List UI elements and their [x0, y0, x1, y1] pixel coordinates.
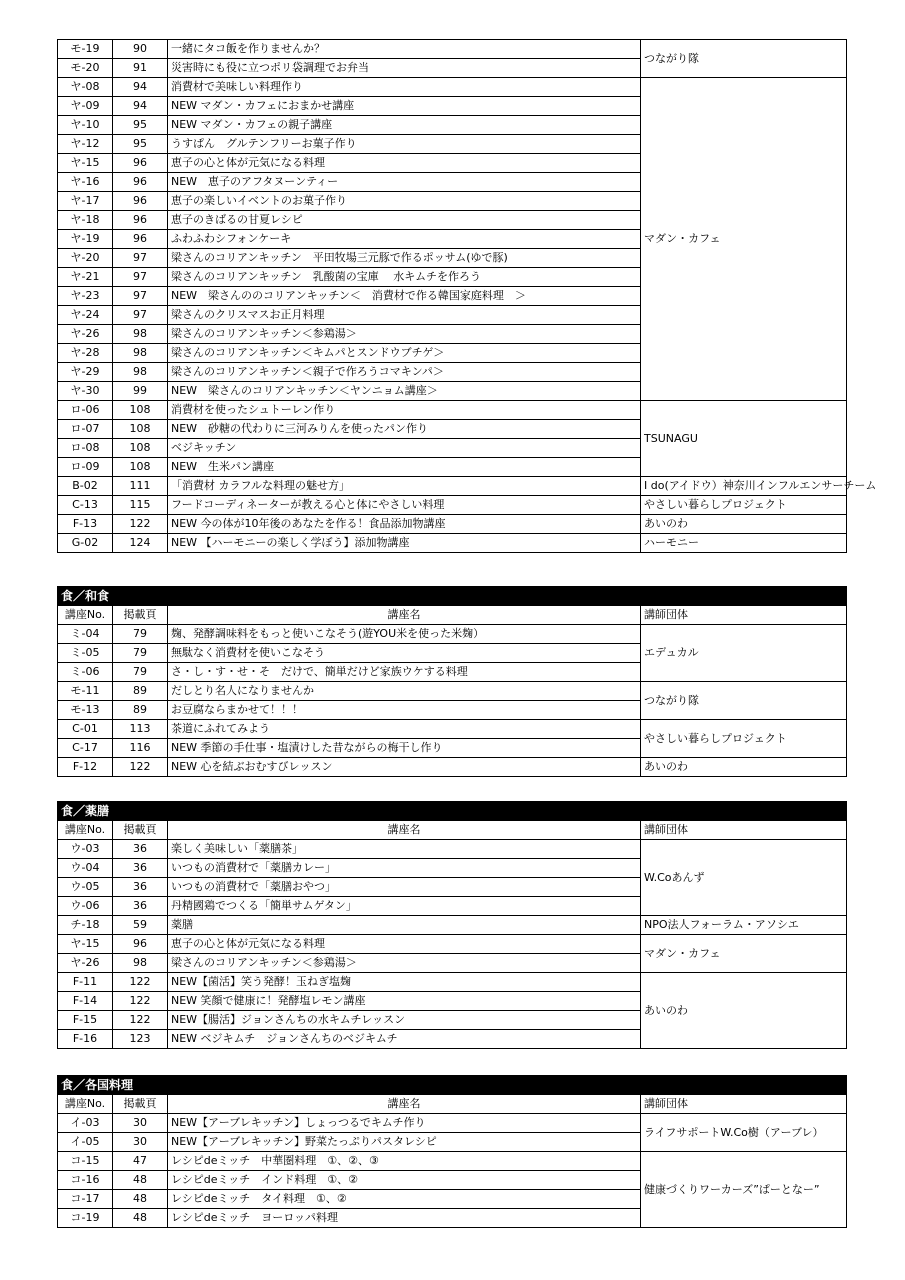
course-page: 115	[113, 496, 168, 515]
course-no: チ-18	[58, 916, 113, 935]
course-page: 96	[113, 211, 168, 230]
section-title-row	[58, 1076, 847, 1095]
course-name: いつもの消費材で「薬膳おやつ」	[168, 878, 641, 897]
course-name: NEW 生米パン講座	[168, 458, 641, 477]
course-no: ヤ-15	[58, 935, 113, 954]
course-no: ミ-05	[58, 644, 113, 663]
course-no: C-13	[58, 496, 113, 515]
course-page: 30	[113, 1114, 168, 1133]
course-page: 79	[113, 625, 168, 644]
course-name: さ・し・す・せ・そ だけで、簡単だけど家族ウケする料理	[168, 663, 641, 682]
course-name: 梁さんのコリアンキッチン＜キムパとスンドウブチゲ＞	[168, 344, 641, 363]
header-no: 講座No.	[58, 1095, 113, 1114]
course-name: いつもの消費材で「薬膳カレー」	[168, 859, 641, 878]
course-page: 98	[113, 325, 168, 344]
course-no: F-11	[58, 973, 113, 992]
course-name: 恵子の楽しいイベントのお菓子作り	[168, 192, 641, 211]
course-no: C-01	[58, 720, 113, 739]
course-page: 122	[113, 515, 168, 534]
course-no: コ-16	[58, 1171, 113, 1190]
course-page: 48	[113, 1209, 168, 1228]
course-name: NEW マダン・カフェの親子講座	[168, 116, 641, 135]
course-name: レシピdeミッチ タイ料理 ①、②	[168, 1190, 641, 1209]
course-page: 90	[113, 40, 168, 59]
course-name: 丹精國鶏でつくる「簡単サムゲタン」	[168, 897, 641, 916]
course-table-top	[57, 39, 877, 553]
course-no: ヤ-26	[58, 954, 113, 973]
course-page: 108	[113, 439, 168, 458]
header-page: 掲載頁	[113, 606, 168, 625]
table-row	[58, 935, 847, 954]
course-name: NEW【アーブレキッチン】野菜たっぷりパスタレシピ	[168, 1133, 641, 1152]
course-page: 108	[113, 401, 168, 420]
course-page: 95	[113, 135, 168, 154]
course-page: 96	[113, 154, 168, 173]
course-name: 梁さんのコリアンキッチン＜参鶏湯＞	[168, 325, 641, 344]
table-row	[58, 477, 847, 496]
course-table-washoku	[57, 586, 847, 777]
header-name: 講座名	[168, 1095, 641, 1114]
course-no: ロ-07	[58, 420, 113, 439]
header-row	[58, 1095, 847, 1114]
course-name: 災害時にも役に立つポリ袋調理でお弁当	[168, 59, 641, 78]
header-group: 講師団体	[641, 821, 847, 840]
course-no: コ-19	[58, 1209, 113, 1228]
table-row	[58, 973, 847, 992]
course-page: 122	[113, 758, 168, 777]
course-no: F-12	[58, 758, 113, 777]
course-name: NEW【アーブレキッチン】しょっつるでキムチ作り	[168, 1114, 641, 1133]
instructor-group: ライフサポートW.Co樹（アーブレ）	[641, 1114, 847, 1152]
instructor-group: マダン・カフェ	[641, 935, 847, 973]
course-name: だしとり名人になりませんか	[168, 682, 641, 701]
course-page: 36	[113, 840, 168, 859]
course-name: NEW 笑顔で健康に！発酵塩レモン講座	[168, 992, 641, 1011]
course-name: レシピdeミッチ インド料理 ①、②	[168, 1171, 641, 1190]
course-name: 梁さんのクリスマスお正月料理	[168, 306, 641, 325]
table-row	[58, 758, 847, 777]
table-row	[58, 496, 847, 515]
course-page: 89	[113, 682, 168, 701]
course-name: NEW 季節の手仕事・塩漬けした昔ながらの梅干し作り	[168, 739, 641, 758]
course-no: ヤ-12	[58, 135, 113, 154]
section-title-row	[58, 802, 847, 821]
course-no: ヤ-17	[58, 192, 113, 211]
course-name: NEW 【ハーモニーの楽しく学ぼう】添加物講座	[168, 534, 641, 553]
course-no: ヤ-15	[58, 154, 113, 173]
course-no: F-14	[58, 992, 113, 1011]
course-page: 94	[113, 78, 168, 97]
course-name: NEW 梁さんのコリアンキッチン＜ヤンニョム講座＞	[168, 382, 641, 401]
course-name: ベジキッチン	[168, 439, 641, 458]
course-page: 116	[113, 739, 168, 758]
course-page: 113	[113, 720, 168, 739]
course-no: モ-20	[58, 59, 113, 78]
course-page: 48	[113, 1171, 168, 1190]
table-row	[58, 840, 847, 859]
course-no: C-17	[58, 739, 113, 758]
course-name: 梁さんのコリアンキッチン 乳酸菌の宝庫 水キムチを作ろう	[168, 268, 641, 287]
course-name: 薬膳	[168, 916, 641, 935]
course-name: 梁さんのコリアンキッチン 平田牧場三元豚で作るポッサム(ゆで豚)	[168, 249, 641, 268]
course-name: フードコーディネーターが教える心と体にやさしい料理	[168, 496, 641, 515]
table-row	[58, 401, 847, 420]
instructor-group: やさしい暮らしプロジェクト	[641, 720, 847, 758]
header-no: 講座No.	[58, 821, 113, 840]
header-row	[58, 606, 847, 625]
instructor-group: やさしい暮らしプロジェクト	[641, 496, 847, 515]
course-name: NEW【菌活】笑う発酵！玉ねぎ塩麹	[168, 973, 641, 992]
course-page: 47	[113, 1152, 168, 1171]
course-page: 108	[113, 420, 168, 439]
instructor-group: つながり隊	[641, 682, 847, 720]
instructor-group: つながり隊	[641, 40, 847, 78]
course-name: レシピdeミッチ 中華圏料理 ①、②、③	[168, 1152, 641, 1171]
course-page: 94	[113, 97, 168, 116]
course-page: 108	[113, 458, 168, 477]
course-name: NEW マダン・カフェにおまかせ講座	[168, 97, 641, 116]
course-no: モ-19	[58, 40, 113, 59]
course-name: 恵子のきばるの甘夏レシピ	[168, 211, 641, 230]
course-page: 124	[113, 534, 168, 553]
course-name: 麹、発酵調味料をもっと使いこなそう(遊YOU米を使った米麹）	[168, 625, 641, 644]
course-no: ウ-03	[58, 840, 113, 859]
course-no: F-15	[58, 1011, 113, 1030]
course-name: 恵子の心と体が元気になる料理	[168, 935, 641, 954]
course-page: 59	[113, 916, 168, 935]
course-no: ウ-04	[58, 859, 113, 878]
course-page: 79	[113, 644, 168, 663]
course-name: 無駄なく消費材を使いこなそう	[168, 644, 641, 663]
course-table-yakuzen	[57, 801, 847, 1049]
section-title: 食／和食	[58, 587, 847, 606]
header-name: 講座名	[168, 606, 641, 625]
course-no: ヤ-19	[58, 230, 113, 249]
course-no: F-13	[58, 515, 113, 534]
course-no: ヤ-24	[58, 306, 113, 325]
course-name: レシピdeミッチ ヨーロッパ料理	[168, 1209, 641, 1228]
header-page: 掲載頁	[113, 1095, 168, 1114]
course-no: ヤ-21	[58, 268, 113, 287]
course-page: 111	[113, 477, 168, 496]
course-name: 消費材で美味しい料理作り	[168, 78, 641, 97]
table-row	[58, 625, 847, 644]
course-name: NEW ベジキムチ ジョンさんちのベジキムチ	[168, 1030, 641, 1049]
course-no: ヤ-10	[58, 116, 113, 135]
course-page: 98	[113, 954, 168, 973]
course-name: 一緒にタコ飯を作りませんか？	[168, 40, 641, 59]
course-name: 消費材を使ったシュトーレン作り	[168, 401, 641, 420]
course-no: モ-11	[58, 682, 113, 701]
instructor-group: マダン・カフェ	[641, 78, 847, 401]
course-no: イ-03	[58, 1114, 113, 1133]
course-name: 梁さんのコリアンキッチン＜参鶏湯＞	[168, 954, 641, 973]
course-no: ヤ-30	[58, 382, 113, 401]
course-page: 96	[113, 192, 168, 211]
instructor-group: あいのわ	[641, 973, 847, 1049]
course-page: 123	[113, 1030, 168, 1049]
header-group: 講師団体	[641, 1095, 847, 1114]
course-no: イ-05	[58, 1133, 113, 1152]
course-name: NEW 心を結ぶおむすびレッスン	[168, 758, 641, 777]
instructor-group: I do(アイドウ）神奈川インフルエンサーチーム	[641, 477, 847, 496]
instructor-group: あいのわ	[641, 515, 847, 534]
course-name: NEW 恵子のアフタヌーンティー	[168, 173, 641, 192]
course-no: ウ-05	[58, 878, 113, 897]
course-name: 茶道にふれてみよう	[168, 720, 641, 739]
table-row	[58, 40, 847, 59]
course-page: 97	[113, 287, 168, 306]
header-no: 講座No.	[58, 606, 113, 625]
course-name: ふわふわシフォンケーキ	[168, 230, 641, 249]
table-row	[58, 1114, 847, 1133]
course-name: NEW 今の体が10年後のあなたを作る！食品添加物講座	[168, 515, 641, 534]
instructor-group: 健康づくりワーカーズ”ぱーとなー”	[641, 1152, 847, 1228]
course-no: ウ-06	[58, 897, 113, 916]
course-no: コ-17	[58, 1190, 113, 1209]
instructor-group: W.Coあんず	[641, 840, 847, 916]
section-title-row	[58, 587, 847, 606]
course-no: ロ-06	[58, 401, 113, 420]
course-no: ミ-04	[58, 625, 113, 644]
course-name: うすぱん グルテンフリーお菓子作り	[168, 135, 641, 154]
course-page: 36	[113, 897, 168, 916]
section-title: 食／各国料理	[58, 1076, 847, 1095]
course-no: ロ-09	[58, 458, 113, 477]
course-no: コ-15	[58, 1152, 113, 1171]
header-page: 掲載頁	[113, 821, 168, 840]
course-name: 恵子の心と体が元気になる料理	[168, 154, 641, 173]
course-no: ミ-06	[58, 663, 113, 682]
table-row	[58, 78, 847, 97]
course-page: 96	[113, 173, 168, 192]
course-no: モ-13	[58, 701, 113, 720]
course-page: 97	[113, 249, 168, 268]
instructor-group: NPO法人フォーラム・アソシエ	[641, 916, 847, 935]
section-title: 食／薬膳	[58, 802, 847, 821]
course-page: 91	[113, 59, 168, 78]
course-no: ヤ-20	[58, 249, 113, 268]
instructor-group: あいのわ	[641, 758, 847, 777]
header-name: 講座名	[168, 821, 641, 840]
course-name: NEW【腸活】ジョンさんちの水キムチレッスン	[168, 1011, 641, 1030]
course-name: 「消費材 カラフルな料理の魅せ方」	[168, 477, 641, 496]
course-no: ヤ-16	[58, 173, 113, 192]
header-row	[58, 821, 847, 840]
course-no: ヤ-23	[58, 287, 113, 306]
course-name: NEW 梁さんののコリアンキッチン＜ 消費材で作る韓国家庭料理 ＞	[168, 287, 641, 306]
course-page: 122	[113, 1011, 168, 1030]
course-name: NEW 砂糖の代わりに三河みりんを使ったパン作り	[168, 420, 641, 439]
course-page: 97	[113, 306, 168, 325]
table-row	[58, 720, 847, 739]
course-page: 122	[113, 973, 168, 992]
course-page: 97	[113, 268, 168, 287]
course-page: 122	[113, 992, 168, 1011]
table-row	[58, 682, 847, 701]
course-page: 89	[113, 701, 168, 720]
course-table-kakkoku	[57, 1075, 847, 1228]
course-page: 96	[113, 230, 168, 249]
course-page: 96	[113, 935, 168, 954]
course-page: 99	[113, 382, 168, 401]
course-page: 95	[113, 116, 168, 135]
course-name: お豆腐ならまかせて！！！	[168, 701, 641, 720]
table-row	[58, 1152, 847, 1171]
course-name: 楽しく美味しい「薬膳茶」	[168, 840, 641, 859]
course-page: 36	[113, 859, 168, 878]
course-page: 79	[113, 663, 168, 682]
course-name: 梁さんのコリアンキッチン＜親子で作ろうコマキンパ＞	[168, 363, 641, 382]
course-no: ヤ-28	[58, 344, 113, 363]
instructor-group: ハーモニー	[641, 534, 847, 553]
table-row	[58, 916, 847, 935]
course-no: ヤ-18	[58, 211, 113, 230]
instructor-group: エデュカル	[641, 625, 847, 682]
course-page: 36	[113, 878, 168, 897]
course-no: ヤ-26	[58, 325, 113, 344]
header-group: 講師団体	[641, 606, 847, 625]
course-no: F-16	[58, 1030, 113, 1049]
course-no: B-02	[58, 477, 113, 496]
course-page: 98	[113, 363, 168, 382]
course-no: ヤ-08	[58, 78, 113, 97]
instructor-group: TSUNAGU	[641, 401, 847, 477]
table-row	[58, 534, 847, 553]
course-no: ロ-08	[58, 439, 113, 458]
table-row	[58, 515, 847, 534]
course-page: 98	[113, 344, 168, 363]
course-page: 48	[113, 1190, 168, 1209]
course-no: ヤ-09	[58, 97, 113, 116]
course-no: ヤ-29	[58, 363, 113, 382]
course-no: G-02	[58, 534, 113, 553]
course-page: 30	[113, 1133, 168, 1152]
